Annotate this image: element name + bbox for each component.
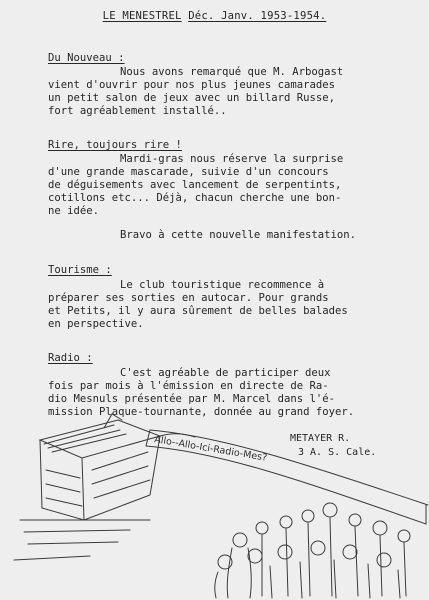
signature-class: 3 A. S. Cale. [298, 447, 377, 458]
text-line: un petit salon de jeux avec un billard Russe, [48, 92, 336, 104]
text-line: d'une grande mascarade, suivie d'un concours [48, 166, 329, 178]
text-line: Bravo à cette nouvelle manifestation. [120, 229, 356, 241]
text-line: vient d'ouvrir pour nos plus jeunes camarades [48, 79, 336, 91]
text-line: Mardi-gras nous réserve la surprise [120, 153, 344, 165]
text-line: cotillons etc... Déjà, chacun cherche une bon- [48, 192, 342, 204]
text-line: ne idée. [48, 205, 100, 217]
text-line: de déguisements avec lancement de serpentints, [48, 179, 342, 191]
text-line: préparer ses sorties en autocar. Pour grands [48, 292, 329, 304]
signature-name: METAYER R. [290, 433, 351, 444]
text-line: et Petits, il y aura sûrement de belles balades [48, 305, 348, 317]
header-title: LE MENESTREL [102, 10, 182, 22]
text-line: Nous avons remarqué que M. Arbogast [120, 66, 344, 78]
text-line: dio Mesnuls présentée par M. Marcel dans l'é- [48, 393, 336, 405]
section-title-rire: Rire, toujours rire ! [48, 139, 182, 151]
section-title-radio: Radio : [48, 352, 93, 364]
text-line: C'est agréable de participer deux [120, 367, 331, 379]
banner-text: Allo--Allo-Ici-Radio-Mes? [153, 434, 268, 464]
text-line: fois par mois à l'émission en directe de Ra- [48, 380, 329, 392]
text-line: en perspective. [48, 318, 144, 330]
section-title-nouveau: Du Nouveau : [48, 52, 125, 64]
text-line: Le club touristique recommence à [120, 279, 325, 291]
text-line: fort agréablement installé.. [48, 105, 227, 117]
header-date: Déc. Janv. 1953-1954. [188, 10, 327, 22]
section-title-tourisme: Tourisme : [48, 264, 112, 276]
text-line: mission Plaque-tournante, donnée au grand foyer. [48, 406, 355, 418]
